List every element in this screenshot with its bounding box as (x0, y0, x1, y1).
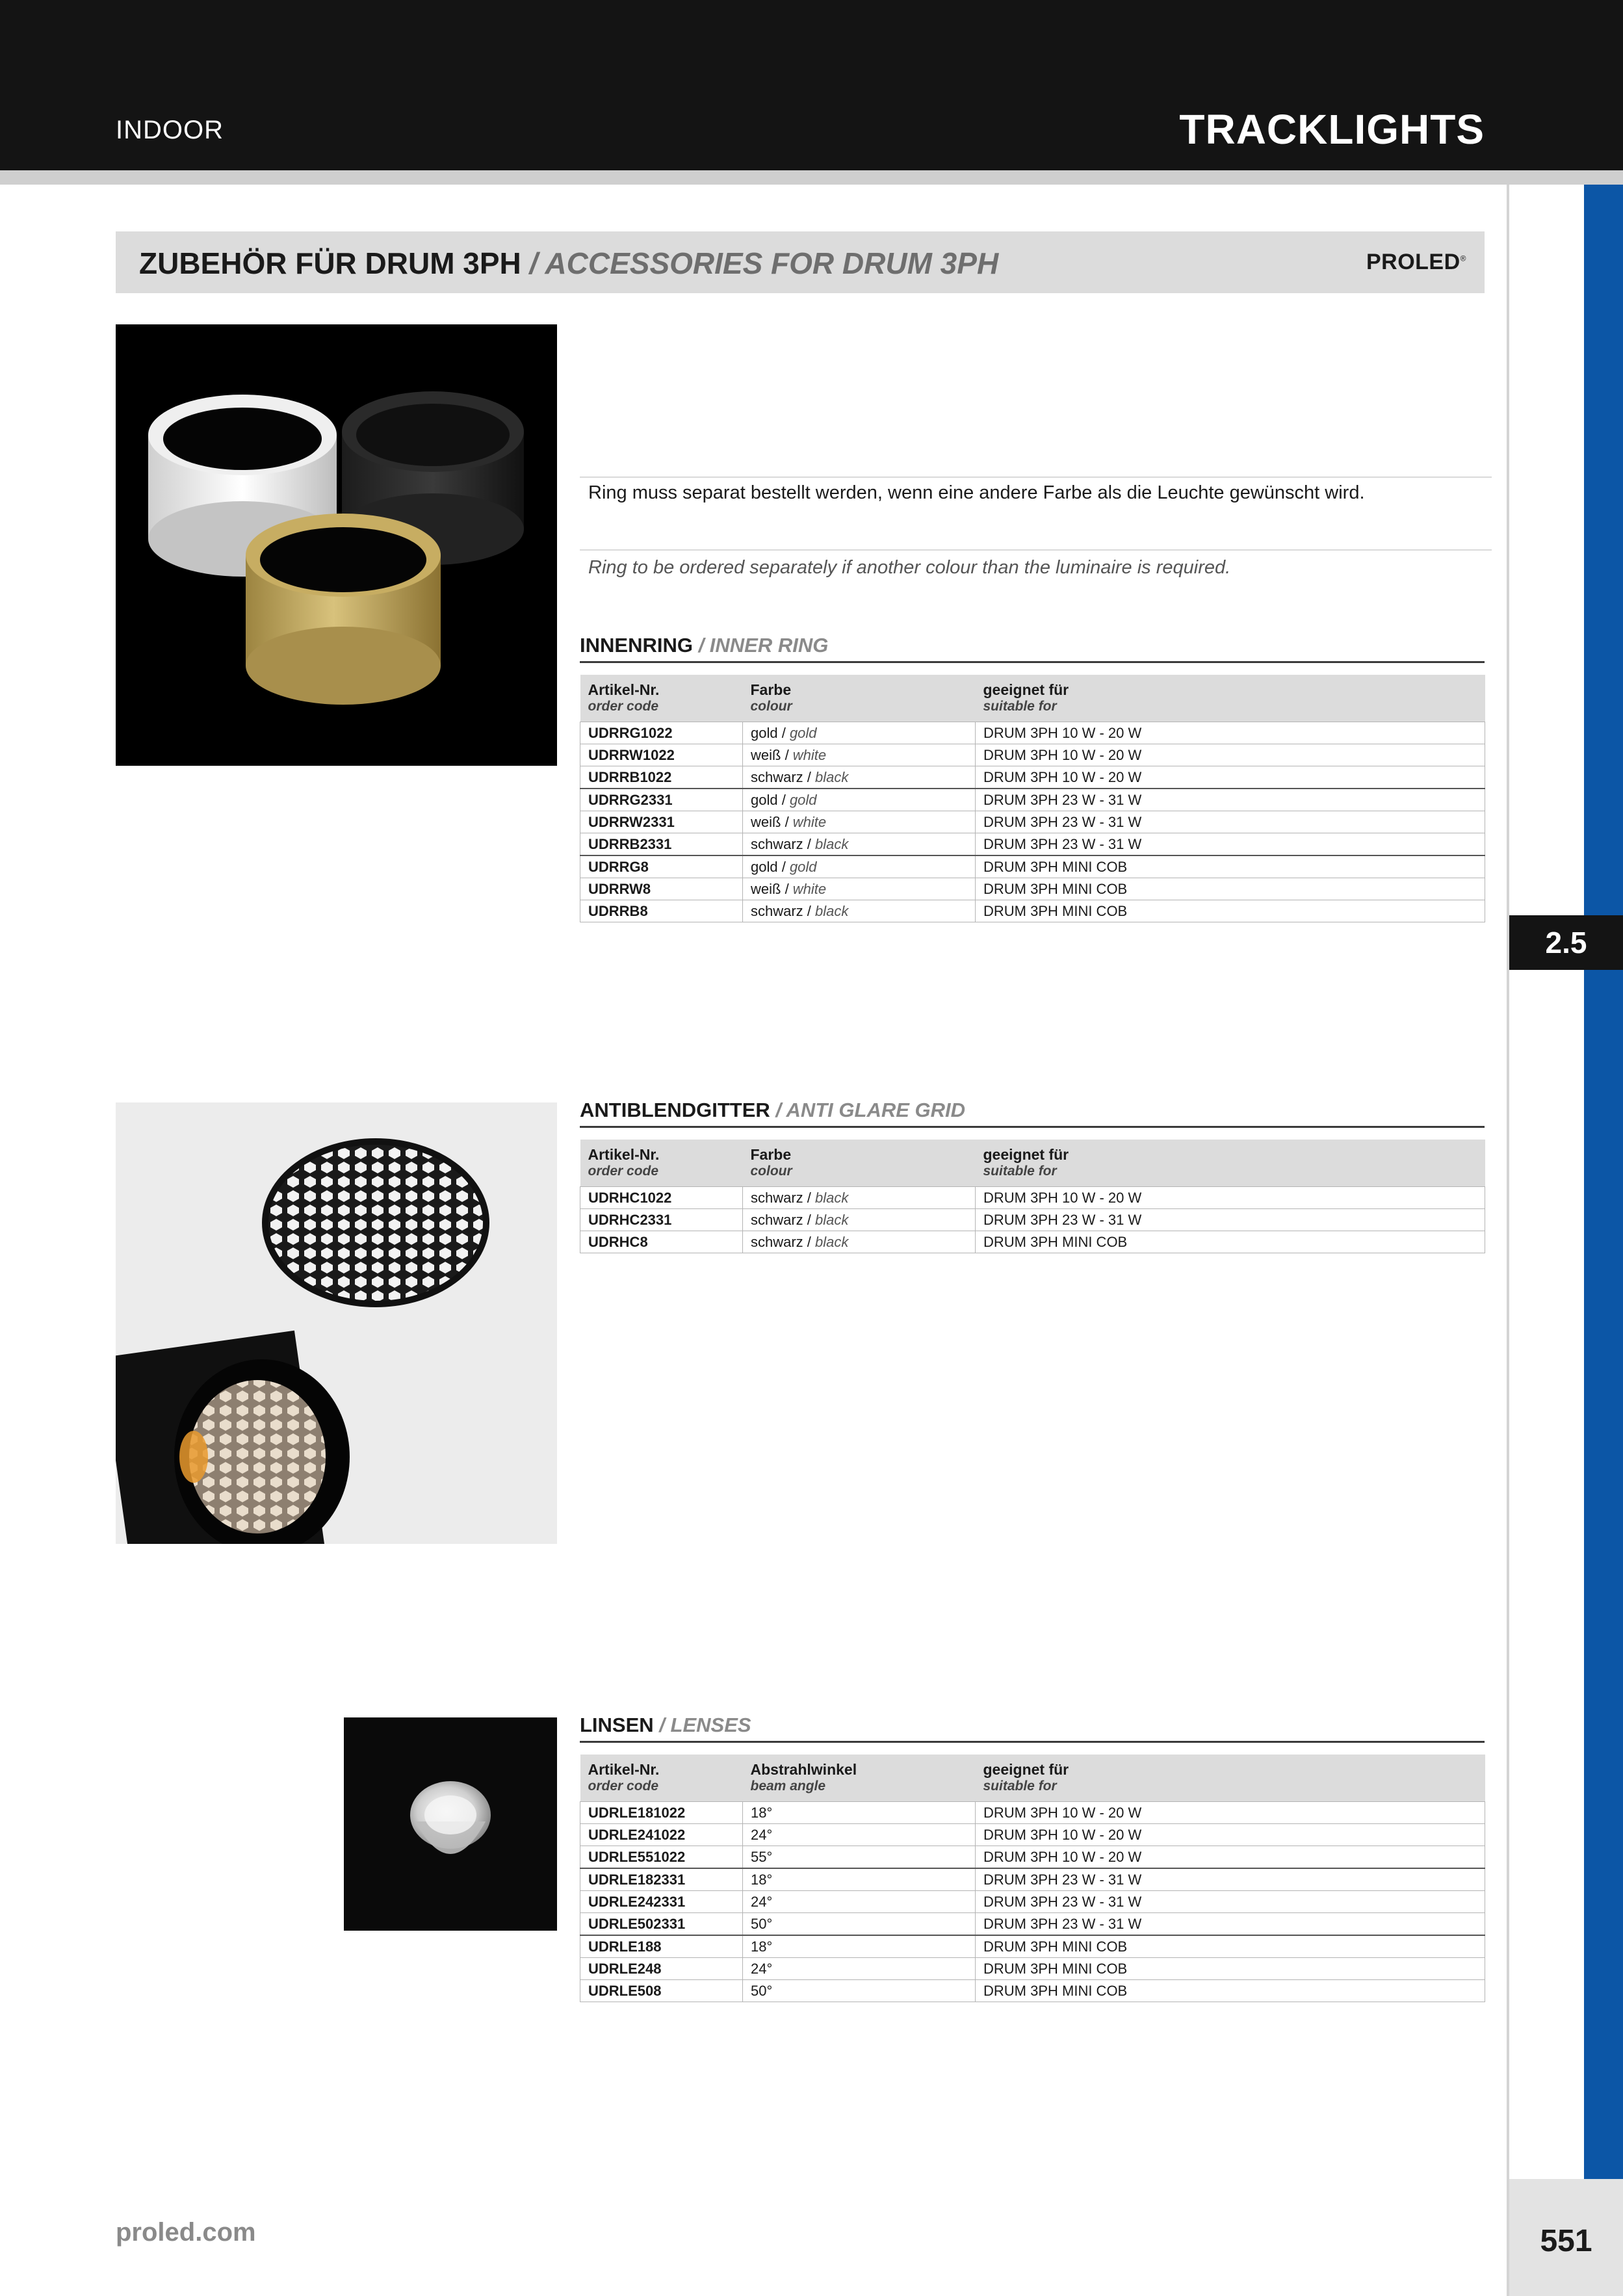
table-row (580, 1231, 1485, 1253)
colour-cell: schwarz / black (743, 1209, 976, 1231)
colour-de: schwarz (751, 1212, 803, 1228)
order-code: UDRRG2331 (580, 789, 743, 811)
anti-glare-grid-table (580, 1140, 1485, 1253)
order-code: UDRLE241022 (580, 1824, 743, 1846)
colour-de: weiß (751, 881, 781, 897)
section-heading-en: INNER RING (709, 634, 829, 657)
table-row (580, 1187, 1485, 1209)
order-code: UDRRB2331 (580, 833, 743, 856)
colour-de: weiß (751, 814, 781, 830)
colour-de: weiß (751, 747, 781, 763)
order-code: UDRLE508 (580, 1980, 743, 2002)
colour-en: gold (789, 725, 817, 741)
section-heading-separator: / (770, 1099, 786, 1121)
brand-logo-text: PROLED (1366, 250, 1461, 274)
table-row (580, 1868, 1485, 1891)
header-suitable-for (976, 675, 1485, 722)
chapter-color-bar (1584, 185, 1623, 2179)
suitable-for: DRUM 3PH 23 W - 31 W (976, 789, 1485, 811)
header-label: Farbe (750, 1146, 792, 1163)
colour-cell: gold / gold (743, 855, 976, 878)
header-label-en: beam angle (750, 1779, 826, 1794)
order-code: UDRLE181022 (580, 1802, 743, 1824)
page-number: 551 (1540, 2224, 1592, 2258)
beam-angle: 18° (743, 1868, 976, 1891)
suitable-for: DRUM 3PH MINI COB (976, 1958, 1485, 1980)
order-code: UDRHC2331 (580, 1209, 743, 1231)
header-suitable-for (976, 1140, 1485, 1187)
colour-de: schwarz (751, 1234, 803, 1250)
lens-illustration (344, 1717, 557, 1931)
title-de: ZUBEHÖR FÜR DRUM 3PH (139, 246, 521, 280)
brand-logo: PROLED® (1366, 250, 1466, 274)
suitable-for: DRUM 3PH 10 W - 20 W (976, 744, 1485, 766)
header-label-en: order code (588, 1779, 659, 1794)
description-en: Ring to be ordered separately if another colour than the luminaire is required. (588, 557, 1231, 578)
header-label: Artikel-Nr. (588, 1761, 660, 1778)
colour-de: gold (751, 792, 778, 808)
table-header-row (580, 1140, 1485, 1187)
table-header-row (580, 1755, 1485, 1802)
suitable-for: DRUM 3PH 10 W - 20 W (976, 1802, 1485, 1824)
beam-angle: 50° (743, 1913, 976, 1936)
header-label-en: order code (588, 1164, 659, 1179)
order-code: UDRRW2331 (580, 811, 743, 833)
beam-angle: 24° (743, 1958, 976, 1980)
section-heading-separator: / (692, 634, 710, 657)
header-label: Artikel-Nr. (588, 1146, 660, 1163)
order-code: UDRRB8 (580, 900, 743, 922)
table-row (580, 766, 1485, 789)
colour-de: gold (751, 859, 778, 875)
table-row (580, 833, 1485, 856)
section-heading-de: INNENRING (580, 634, 693, 657)
order-code: UDRLE242331 (580, 1891, 743, 1913)
header-category: INDOOR (116, 116, 224, 144)
inner-ring-photo (116, 324, 557, 766)
header-colour (743, 1140, 976, 1187)
table-row (580, 855, 1485, 878)
table-row (580, 1891, 1485, 1913)
table-row (580, 1913, 1485, 1936)
table-row (580, 1802, 1485, 1824)
order-code: UDRHC1022 (580, 1187, 743, 1209)
inner-ring-illustration (116, 324, 557, 766)
colour-en: white (792, 814, 827, 830)
suitable-for: DRUM 3PH 23 W - 31 W (976, 1868, 1485, 1891)
header-label: Abstrahlwinkel (750, 1761, 857, 1778)
rail-divider (1507, 185, 1509, 2296)
title-banner (116, 231, 1485, 293)
header-section-title: TRACKLIGHTS (1179, 106, 1485, 153)
colour-de: schwarz (751, 769, 803, 785)
header-label: geeignet für (983, 1761, 1069, 1778)
header-label-en: order code (588, 699, 659, 714)
colour-en: white (792, 747, 827, 763)
header-suitable-for (976, 1755, 1485, 1802)
order-code: UDRLE188 (580, 1935, 743, 1958)
suitable-for: DRUM 3PH 10 W - 20 W (976, 722, 1485, 744)
colour-en: black (815, 1190, 849, 1206)
colour-cell: schwarz / black (743, 1187, 976, 1209)
colour-de: schwarz (751, 836, 803, 852)
order-code: UDRRB1022 (580, 766, 743, 789)
section-heading-inner-ring (580, 634, 1485, 663)
order-code: UDRLE248 (580, 1958, 743, 1980)
suitable-for: DRUM 3PH 10 W - 20 W (976, 766, 1485, 789)
header-order-code (580, 675, 743, 722)
suitable-for: DRUM 3PH 23 W - 31 W (976, 833, 1485, 856)
colour-en: black (815, 1234, 849, 1250)
colour-en: gold (789, 859, 817, 875)
lens-photo (344, 1717, 557, 1931)
beam-angle: 24° (743, 1891, 976, 1913)
header-colour (743, 675, 976, 722)
table-row (580, 744, 1485, 766)
order-code: UDRHC8 (580, 1231, 743, 1253)
colour-en: gold (789, 792, 817, 808)
order-code: UDRLE502331 (580, 1913, 743, 1936)
order-code: UDRLE551022 (580, 1846, 743, 1869)
colour-cell: schwarz / black (743, 1231, 976, 1253)
order-code: UDRRW1022 (580, 744, 743, 766)
beam-angle: 24° (743, 1824, 976, 1846)
table-row (580, 811, 1485, 833)
section-heading-anti-glare-grid (580, 1099, 1485, 1128)
table-row (580, 1958, 1485, 1980)
section-heading-de: ANTIBLENDGITTER (580, 1099, 770, 1121)
beam-angle: 18° (743, 1802, 976, 1824)
colour-en: white (792, 881, 827, 897)
suitable-for: DRUM 3PH 10 W - 20 W (976, 1187, 1485, 1209)
header-label-en: suitable for (983, 1779, 1057, 1794)
table-row (580, 878, 1485, 900)
header-label-en: colour (750, 699, 792, 714)
beam-angle: 50° (743, 1980, 976, 2002)
title-en: ACCESSORIES FOR DRUM 3PH (545, 246, 999, 280)
inner-ring-table (580, 675, 1485, 922)
order-code: UDRLE182331 (580, 1868, 743, 1891)
section-heading-separator: / (653, 1714, 671, 1736)
suitable-for: DRUM 3PH MINI COB (976, 855, 1485, 878)
table-row (580, 900, 1485, 922)
suitable-for: DRUM 3PH 23 W - 31 W (976, 1209, 1485, 1231)
colour-cell: weiß / white (743, 744, 976, 766)
footer-website[interactable]: proled.com (116, 2218, 256, 2247)
header-divider (0, 170, 1623, 185)
beam-angle: 55° (743, 1846, 976, 1869)
suitable-for: DRUM 3PH MINI COB (976, 1935, 1485, 1958)
table-row (580, 1980, 1485, 2002)
order-code: UDRRW8 (580, 878, 743, 900)
suitable-for: DRUM 3PH 10 W - 20 W (976, 1846, 1485, 1869)
header-label: Farbe (750, 681, 792, 698)
colour-en: black (815, 769, 849, 785)
section-heading-en: LENSES (670, 1714, 751, 1736)
colour-cell: gold / gold (743, 789, 976, 811)
colour-cell: schwarz / black (743, 833, 976, 856)
description-de: Ring muss separat bestellt werden, wenn eine andere Farbe als die Leuchte gewünscht wird. (588, 482, 1365, 503)
beam-angle: 18° (743, 1935, 976, 1958)
table-row (580, 1209, 1485, 1231)
order-code: UDRRG1022 (580, 722, 743, 744)
colour-cell: schwarz / black (743, 900, 976, 922)
anti-glare-grid-illustration (116, 1102, 557, 1544)
title-separator: / (521, 246, 545, 280)
table-row (580, 1824, 1485, 1846)
colour-de: gold (751, 725, 778, 741)
suitable-for: DRUM 3PH 10 W - 20 W (976, 1824, 1485, 1846)
table-row (580, 722, 1485, 744)
table-row (580, 789, 1485, 811)
header-order-code (580, 1140, 743, 1187)
chapter-tab: 2.5 (1509, 915, 1623, 970)
suitable-for: DRUM 3PH 23 W - 31 W (976, 1913, 1485, 1936)
desc-rule-bottom (580, 549, 1492, 551)
colour-cell: weiß / white (743, 878, 976, 900)
colour-cell: schwarz / black (743, 766, 976, 789)
section-heading-de: LINSEN (580, 1714, 654, 1736)
lenses-table (580, 1755, 1485, 2002)
colour-cell: weiß / white (743, 811, 976, 833)
header-label-en: colour (750, 1164, 792, 1179)
header-label: Artikel-Nr. (588, 681, 660, 698)
suitable-for: DRUM 3PH MINI COB (976, 1980, 1485, 2002)
table-header-row (580, 675, 1485, 722)
page-title (139, 246, 998, 281)
colour-de: schwarz (751, 903, 803, 919)
suitable-for: DRUM 3PH MINI COB (976, 900, 1485, 922)
section-heading-en: ANTI GLARE GRID (786, 1099, 966, 1121)
anti-glare-grid-photo (116, 1102, 557, 1544)
header-label-en: suitable for (983, 1164, 1057, 1179)
section-heading-lenses (580, 1714, 1485, 1743)
header-label: geeignet für (983, 681, 1069, 698)
table-row (580, 1846, 1485, 1869)
desc-rule-top (580, 476, 1492, 478)
header-beam-angle (743, 1755, 976, 1802)
table-row (580, 1935, 1485, 1958)
colour-en: black (815, 903, 849, 919)
suitable-for: DRUM 3PH 23 W - 31 W (976, 811, 1485, 833)
colour-en: black (815, 836, 849, 852)
header-label: geeignet für (983, 1146, 1069, 1163)
colour-de: schwarz (751, 1190, 803, 1206)
suitable-for: DRUM 3PH MINI COB (976, 1231, 1485, 1253)
colour-cell: gold / gold (743, 722, 976, 744)
suitable-for: DRUM 3PH 23 W - 31 W (976, 1891, 1485, 1913)
order-code: UDRRG8 (580, 855, 743, 878)
colour-en: black (815, 1212, 849, 1228)
header-order-code (580, 1755, 743, 1802)
suitable-for: DRUM 3PH MINI COB (976, 878, 1485, 900)
header-label-en: suitable for (983, 699, 1057, 714)
